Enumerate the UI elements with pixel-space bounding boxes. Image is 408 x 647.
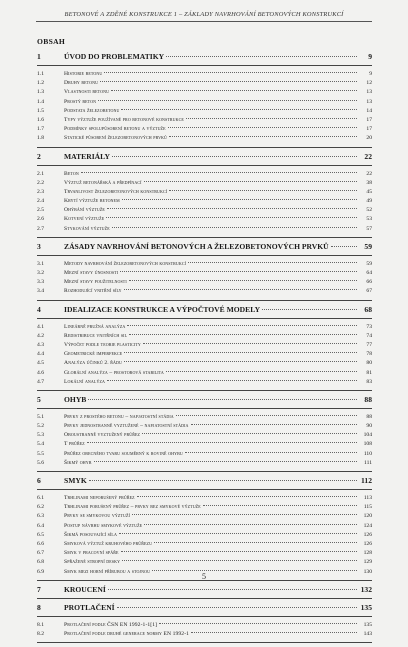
running-header: BETONOVÉ A ZDĚNÉ KONSTRUKCE 1 – ZÁKLADY NAVRHOVÁNÍ BETONOVÝCH KONSTRUKCÍ bbox=[64, 11, 344, 18]
entry-number: 1.6 bbox=[37, 116, 44, 123]
entry-title: Lokální analýza bbox=[64, 378, 105, 385]
toc-entry-row[interactable] bbox=[37, 369, 372, 378]
toc-section bbox=[37, 152, 372, 238]
entry-page: 78 bbox=[366, 351, 372, 358]
leader-dots bbox=[88, 399, 357, 400]
entry-number: 6.9 bbox=[37, 568, 44, 575]
chapter-number: 3 bbox=[37, 241, 41, 251]
entry-page: 9 bbox=[369, 71, 372, 77]
entry-number: 8.1 bbox=[37, 621, 44, 628]
toc-entry-row[interactable] bbox=[37, 512, 372, 521]
entry-page: 128 bbox=[363, 550, 372, 557]
entry-title: Oboustranně vyztužený průřez bbox=[64, 432, 141, 439]
entry-title: Postup návrhu smykové výztuže bbox=[64, 522, 143, 529]
entry-number: 6.2 bbox=[37, 504, 44, 511]
toc-title: OBSAH bbox=[37, 37, 66, 46]
leader-dots bbox=[87, 442, 357, 443]
chapter-page: 132 bbox=[360, 584, 372, 594]
leader-dots bbox=[143, 343, 357, 344]
entry-page: 90 bbox=[366, 423, 372, 430]
section-end-rule bbox=[37, 237, 372, 238]
leader-dots bbox=[122, 199, 357, 200]
entry-title: Mezní stavy únosnosti bbox=[64, 270, 119, 276]
toc-chapter-row[interactable] bbox=[37, 603, 372, 613]
entry-number: 4.2 bbox=[37, 332, 44, 339]
toc-entry-row[interactable] bbox=[37, 540, 372, 549]
entry-title: Výpočet podle teorie plasticity bbox=[64, 341, 141, 348]
entry-number: 3.2 bbox=[37, 270, 44, 276]
entry-title: Vlastnosti betonu bbox=[64, 89, 110, 96]
leader-dots bbox=[191, 424, 357, 425]
entry-number: 6.1 bbox=[37, 495, 44, 501]
entry-page: 14 bbox=[366, 107, 372, 114]
toc-entry-row[interactable] bbox=[37, 549, 372, 558]
toc-entry-row[interactable] bbox=[37, 179, 372, 188]
entry-title: Redistribuce vnitřních sil bbox=[64, 332, 128, 339]
chapter-rule bbox=[37, 408, 372, 409]
leader-dots bbox=[94, 461, 357, 462]
entry-number: 6.7 bbox=[37, 550, 44, 557]
entry-title: Mezní stavy použitelnosti bbox=[64, 279, 127, 286]
leader-dots bbox=[117, 607, 357, 608]
toc-entry-row[interactable] bbox=[37, 350, 372, 359]
entry-number: 5.4 bbox=[37, 441, 44, 448]
entry-page: 77 bbox=[366, 341, 372, 348]
entry-number: 6.5 bbox=[37, 531, 44, 538]
chapter-rule bbox=[37, 255, 372, 256]
entry-number: 2.2 bbox=[37, 179, 44, 186]
toc-chapter-row[interactable] bbox=[37, 395, 372, 405]
entry-number: 4.5 bbox=[37, 360, 44, 367]
toc-entry-row[interactable] bbox=[37, 107, 372, 116]
entry-number: 4.1 bbox=[37, 323, 44, 330]
leader-dots bbox=[98, 100, 357, 101]
entry-title: Analýza účinků 2. řádu bbox=[64, 360, 122, 367]
leader-dots bbox=[129, 334, 357, 335]
entry-title: Smyk v pracovní spáře bbox=[64, 550, 119, 557]
entry-number: 1.4 bbox=[37, 98, 44, 105]
entry-page: 52 bbox=[366, 207, 372, 214]
toc-entry-row[interactable] bbox=[37, 225, 372, 234]
chapter-title: PROTLAČENÍ bbox=[64, 602, 115, 612]
entry-page: 143 bbox=[363, 630, 372, 637]
leader-dots bbox=[124, 361, 357, 362]
toc-entry-row[interactable] bbox=[37, 188, 372, 197]
entry-title: Prvky jednostranně vyztužené – napjatostní stádia bbox=[64, 423, 189, 430]
entry-title: Metody navrhování železobetonových konstrukcí bbox=[64, 260, 187, 267]
entry-number: 2.5 bbox=[37, 207, 44, 214]
chapter-number: 4 bbox=[37, 304, 41, 314]
leader-dots bbox=[188, 262, 357, 263]
header-rule bbox=[36, 21, 372, 22]
toc-entry-row[interactable] bbox=[37, 422, 372, 431]
entry-title: Prostý beton bbox=[64, 98, 97, 105]
leader-dots bbox=[121, 109, 357, 110]
entry-title: Beton bbox=[64, 170, 79, 177]
toc-entry-row[interactable] bbox=[37, 323, 372, 332]
entry-title: Smyková výztuž kruhového průřezu bbox=[64, 540, 153, 547]
chapter-title: SMYK bbox=[64, 476, 87, 485]
entry-page: 111 bbox=[364, 459, 372, 466]
toc-chapter-row[interactable] bbox=[37, 242, 372, 252]
leader-dots bbox=[127, 325, 357, 326]
entry-title: Druhy betonu bbox=[64, 80, 99, 87]
leader-dots bbox=[106, 217, 357, 218]
chapter-number: 5 bbox=[37, 394, 41, 404]
leader-dots bbox=[262, 309, 357, 310]
leader-dots bbox=[186, 118, 357, 119]
toc-section bbox=[37, 52, 372, 148]
entry-title: Prvky se smykovou výztuží bbox=[64, 513, 130, 520]
toc-chapter-row[interactable] bbox=[37, 305, 372, 315]
toc-section bbox=[37, 395, 372, 472]
toc-entry-row[interactable] bbox=[37, 134, 372, 143]
leader-dots bbox=[120, 271, 357, 272]
leader-dots bbox=[331, 246, 357, 247]
entry-number: 6.8 bbox=[37, 559, 44, 566]
entry-title: Trhlinami porušený průřez – prvky bez smykové výztuže bbox=[64, 504, 201, 511]
toc-entry-row[interactable] bbox=[37, 269, 372, 278]
entry-number: 3.3 bbox=[37, 279, 44, 286]
entry-number: 2.6 bbox=[37, 216, 44, 223]
entry-number: 5.2 bbox=[37, 423, 44, 430]
chapter-page: 59 bbox=[364, 241, 372, 251]
entry-page: 73 bbox=[366, 323, 372, 330]
chapter-number: 6 bbox=[37, 476, 41, 485]
entry-title: Geometrické imperfekce bbox=[64, 351, 123, 358]
entry-number: 1.2 bbox=[37, 80, 44, 87]
toc-entry-row[interactable] bbox=[37, 413, 372, 422]
entry-title: Kotvení výztuže bbox=[64, 216, 105, 223]
chapter-page: 9 bbox=[368, 52, 372, 61]
chapter-rule bbox=[37, 165, 372, 166]
toc-entry-row[interactable] bbox=[37, 79, 372, 88]
entry-title: Trvanlivost železobetonových konstrukcí bbox=[64, 188, 168, 195]
leader-dots bbox=[89, 480, 357, 481]
entry-number: 3.4 bbox=[37, 288, 44, 295]
toc-entry-row[interactable] bbox=[37, 215, 372, 224]
entry-page: 64 bbox=[366, 270, 372, 276]
toc-section bbox=[37, 603, 372, 643]
entry-title: Krytí výztuže betonem bbox=[64, 198, 120, 205]
entry-number: 4.7 bbox=[37, 378, 44, 385]
section-end-rule bbox=[37, 300, 372, 301]
entry-number: 1.3 bbox=[37, 89, 44, 96]
entry-page: 13 bbox=[366, 89, 372, 96]
leader-dots bbox=[107, 208, 357, 209]
section-end-rule bbox=[37, 147, 372, 148]
entry-page: 113 bbox=[363, 495, 372, 501]
entry-title: Typy výztuže používané pro betonové konstrukce bbox=[64, 116, 184, 123]
toc-chapter-row[interactable] bbox=[37, 476, 372, 486]
toc-entry-row[interactable] bbox=[37, 531, 372, 540]
chapter-number: 2 bbox=[37, 151, 41, 161]
chapter-title: KROUCENÍ bbox=[64, 584, 106, 594]
entry-number: 2.3 bbox=[37, 188, 44, 195]
toc-entry-row[interactable] bbox=[37, 70, 372, 79]
leader-dots bbox=[111, 90, 357, 91]
leader-dots bbox=[159, 623, 357, 624]
chapter-title: MATERIÁLY bbox=[64, 151, 110, 161]
toc-section bbox=[37, 305, 372, 391]
toc-entry-row[interactable] bbox=[37, 125, 372, 134]
entry-page: 81 bbox=[366, 369, 372, 376]
chapter-number: 8 bbox=[37, 602, 41, 612]
entry-page: 49 bbox=[366, 198, 372, 205]
entry-title: Lineárně pružná analýza bbox=[64, 323, 126, 330]
toc-entry-row[interactable] bbox=[37, 522, 372, 531]
entry-title: Statické působení železobetonových prvků bbox=[64, 135, 168, 142]
chapter-number: 1 bbox=[37, 52, 41, 61]
entry-title: Protlačení podle ČSN EN 1992-1-1[1] bbox=[64, 621, 158, 628]
entry-number: 6.6 bbox=[37, 540, 44, 547]
entry-number: 6.4 bbox=[37, 522, 44, 529]
entry-page: 53 bbox=[366, 216, 372, 223]
table-of-contents bbox=[37, 52, 372, 647]
entry-number: 1.7 bbox=[37, 126, 44, 133]
toc-entry-row[interactable] bbox=[37, 341, 372, 350]
leader-dots bbox=[142, 433, 357, 434]
toc-entry-row[interactable] bbox=[37, 431, 372, 440]
entry-page: 115 bbox=[363, 504, 372, 511]
entry-page: 126 bbox=[363, 540, 372, 547]
toc-entry-row[interactable] bbox=[37, 630, 372, 639]
entry-page: 13 bbox=[366, 98, 372, 105]
chapter-rule bbox=[37, 318, 372, 319]
leader-dots bbox=[185, 452, 357, 453]
entry-title: T průřez bbox=[64, 441, 85, 448]
entry-title: Podstata železobetonu bbox=[64, 107, 120, 114]
leader-dots bbox=[129, 280, 357, 281]
toc-entry-row[interactable] bbox=[37, 440, 372, 449]
entry-page: 67 bbox=[366, 288, 372, 295]
toc-entry-row[interactable] bbox=[37, 278, 372, 287]
chapter-rule bbox=[37, 598, 372, 599]
section-end-rule bbox=[37, 471, 372, 472]
entry-page: 66 bbox=[366, 279, 372, 286]
entry-title: Průřez obecného tvaru souměrný k rovině ohybu bbox=[64, 450, 183, 457]
entry-page: 120 bbox=[363, 513, 372, 520]
toc-entry-row[interactable] bbox=[37, 197, 372, 206]
toc-entry-row[interactable] bbox=[37, 206, 372, 215]
chapter-number: 7 bbox=[37, 584, 41, 594]
entry-title: Podmínky spolupůsobení betonu a výztuže bbox=[64, 126, 166, 133]
entry-page: 80 bbox=[366, 360, 372, 367]
leader-dots bbox=[176, 415, 357, 416]
leader-dots bbox=[137, 496, 357, 497]
leader-dots bbox=[121, 551, 357, 552]
entry-page: 74 bbox=[366, 332, 372, 339]
entry-page: 129 bbox=[363, 559, 372, 566]
entry-page: 38 bbox=[366, 179, 372, 186]
toc-entry-row[interactable] bbox=[37, 116, 372, 125]
entry-title: Prvky z prostého betonu – napjatostní stádia bbox=[64, 413, 174, 420]
entry-page: 108 bbox=[363, 441, 372, 448]
leader-dots bbox=[191, 632, 357, 633]
chapter-title: ÚVOD DO PROBLEMATIKY bbox=[64, 52, 165, 61]
entry-number: 1.1 bbox=[37, 71, 44, 77]
toc-entry-row[interactable] bbox=[37, 88, 372, 97]
entry-title: Šikmý ohyb bbox=[64, 459, 92, 466]
toc-entry-row[interactable] bbox=[37, 260, 372, 269]
entry-page: 135 bbox=[363, 621, 372, 628]
entry-page: 45 bbox=[366, 188, 372, 195]
entry-page: 22 bbox=[366, 170, 372, 177]
leader-dots bbox=[166, 56, 357, 57]
leader-dots bbox=[152, 570, 357, 571]
toc-entry-row[interactable] bbox=[37, 332, 372, 341]
entry-number: 3.1 bbox=[37, 260, 44, 267]
chapter-page: 135 bbox=[360, 602, 372, 612]
entry-number: 1.8 bbox=[37, 135, 44, 142]
entry-page: 110 bbox=[363, 450, 372, 457]
leader-dots bbox=[124, 352, 357, 353]
entry-number: 5.5 bbox=[37, 450, 44, 457]
toc-entry-row[interactable] bbox=[37, 558, 372, 567]
leader-dots bbox=[104, 72, 357, 73]
entry-title: Historie betonu bbox=[64, 71, 103, 77]
entry-page: 20 bbox=[366, 135, 372, 142]
entry-title: Ohýbání výztuže bbox=[64, 207, 105, 214]
leader-dots bbox=[132, 514, 357, 515]
chapter-rule bbox=[37, 65, 372, 66]
chapter-page: 68 bbox=[364, 304, 372, 314]
toc-entry-row[interactable] bbox=[37, 287, 372, 296]
chapter-page: 88 bbox=[364, 394, 372, 404]
leader-dots bbox=[112, 156, 357, 157]
section-end-rule bbox=[37, 390, 372, 391]
leader-dots bbox=[124, 289, 357, 290]
leader-dots bbox=[122, 560, 357, 561]
toc-entry-row[interactable] bbox=[37, 359, 372, 368]
leader-dots bbox=[169, 190, 357, 191]
entry-page: 57 bbox=[366, 225, 372, 232]
entry-title: Smyk mezi horní přírubou a stojnou bbox=[64, 568, 151, 575]
leader-dots bbox=[203, 505, 357, 506]
toc-entry-row[interactable] bbox=[37, 378, 372, 387]
toc-chapter-row[interactable] bbox=[37, 152, 372, 162]
entry-title: Stykování výztuže bbox=[64, 225, 110, 232]
entry-number: 2.7 bbox=[37, 225, 44, 232]
chapter-page: 22 bbox=[364, 151, 372, 161]
entry-page: 17 bbox=[366, 126, 372, 133]
entry-number: 4.6 bbox=[37, 369, 44, 376]
leader-dots bbox=[107, 380, 357, 381]
entry-page: 126 bbox=[363, 531, 372, 538]
entry-number: 5.1 bbox=[37, 413, 44, 420]
entry-page: 124 bbox=[363, 522, 372, 529]
entry-number: 5.3 bbox=[37, 432, 44, 439]
entry-title: Rozhodující vnitřní síly bbox=[64, 288, 122, 295]
toc-entry-row[interactable] bbox=[37, 503, 372, 512]
entry-page: 130 bbox=[363, 568, 372, 575]
leader-dots bbox=[108, 589, 357, 590]
toc-entry-row[interactable] bbox=[37, 98, 372, 107]
leader-dots bbox=[119, 533, 357, 534]
leader-dots bbox=[168, 127, 357, 128]
page-number: 5 bbox=[202, 572, 206, 581]
entry-number: 8.2 bbox=[37, 630, 44, 637]
chapter-page: 112 bbox=[361, 476, 372, 485]
leader-dots bbox=[166, 371, 357, 372]
chapter-rule bbox=[37, 489, 372, 490]
entry-page: 104 bbox=[363, 432, 372, 439]
entry-page: 59 bbox=[366, 260, 372, 267]
entry-number: 2.4 bbox=[37, 198, 44, 205]
entry-title: Šikmá posouvající síla bbox=[64, 531, 117, 538]
toc-section bbox=[37, 476, 372, 581]
entry-page: 17 bbox=[366, 116, 372, 123]
toc-chapter-row[interactable] bbox=[37, 585, 372, 595]
entry-page: 12 bbox=[366, 80, 372, 87]
toc-section bbox=[37, 242, 372, 301]
leader-dots bbox=[169, 136, 357, 137]
entry-page: 88 bbox=[366, 413, 372, 420]
section-end-rule bbox=[37, 642, 372, 643]
chapter-rule bbox=[37, 616, 372, 617]
entry-number: 5.6 bbox=[37, 459, 44, 466]
entry-title: Trhlinami neporušený průřez bbox=[64, 495, 135, 501]
toc-entry-row[interactable] bbox=[37, 170, 372, 179]
entry-title: Globální analýza – prostorová stabilita bbox=[64, 369, 164, 376]
entry-number: 4.4 bbox=[37, 351, 44, 358]
entry-number: 1.5 bbox=[37, 107, 44, 114]
entry-title: Spřažené stropní desky bbox=[64, 559, 121, 566]
entry-number: 4.3 bbox=[37, 341, 44, 348]
toc-chapter-row[interactable] bbox=[37, 52, 372, 62]
toc-entry-row[interactable] bbox=[37, 621, 372, 630]
leader-dots bbox=[81, 172, 357, 173]
toc-entry-row[interactable] bbox=[37, 494, 372, 503]
chapter-title: IDEALIZACE KONSTRUKCE A VÝPOČTOVÉ MODELY bbox=[64, 304, 261, 314]
entry-number: 2.1 bbox=[37, 170, 44, 177]
leader-dots bbox=[144, 181, 357, 182]
entry-title: Výztuž betonářská a předpínací bbox=[64, 179, 142, 186]
toc-entry-row[interactable] bbox=[37, 459, 372, 468]
leader-dots bbox=[144, 524, 357, 525]
chapter-title: OHYB bbox=[64, 394, 87, 404]
leader-dots bbox=[100, 81, 357, 82]
entry-number: 6.3 bbox=[37, 513, 44, 520]
chapter-title: ZÁSADY NAVRHOVÁNÍ BETONOVÝCH A ŽELEZOBETONOVÝCH PRVKŮ bbox=[64, 241, 329, 251]
leader-dots bbox=[112, 227, 357, 228]
toc-entry-row[interactable] bbox=[37, 450, 372, 459]
entry-page: 83 bbox=[366, 378, 372, 385]
entry-title: Protlačení podle druhé generace normy EN 1992-1 bbox=[64, 630, 190, 637]
leader-dots bbox=[154, 542, 357, 543]
toc-section bbox=[37, 585, 372, 599]
